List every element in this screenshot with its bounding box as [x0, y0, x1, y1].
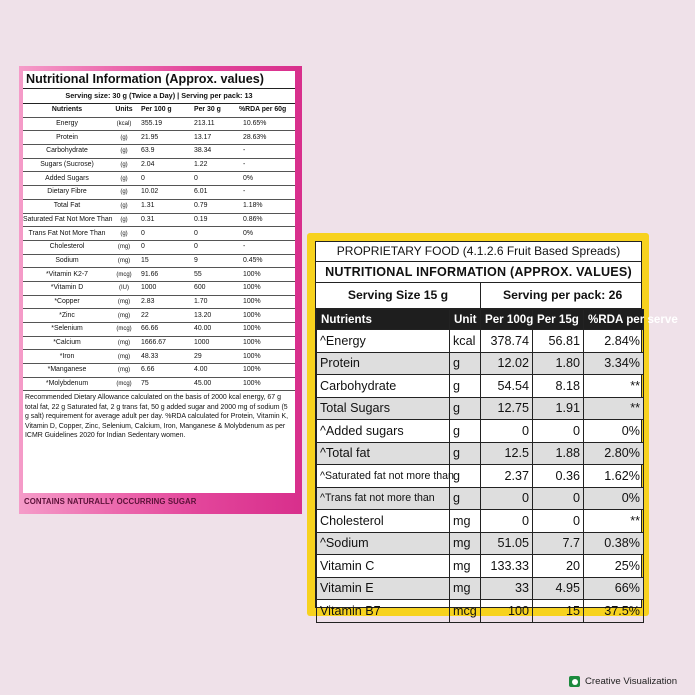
- left-cell-nutrient: *Iron: [23, 350, 111, 364]
- right-cell-unit: mg: [450, 555, 481, 578]
- left-table-row: [23, 295, 295, 309]
- right-table-row: [317, 577, 644, 600]
- left-cell-unit: (mg): [111, 309, 137, 323]
- right-cell-per15: 20: [533, 555, 584, 578]
- right-table-row: [317, 555, 644, 578]
- left-cell-per100: 2.04: [137, 158, 190, 172]
- left-table-row: [23, 309, 295, 323]
- right-cell-unit: mg: [450, 532, 481, 555]
- right-cell-per15: 0.36: [533, 465, 584, 488]
- right-cell-nutrient: ^Added sugars: [317, 420, 450, 443]
- right-table-row: [317, 600, 644, 623]
- left-cell-unit: (g): [111, 172, 137, 186]
- left-cell-rda: -: [235, 145, 295, 159]
- left-table-header-row: [23, 104, 295, 117]
- right-cell-nutrient: ^Trans fat not more than: [317, 487, 450, 510]
- left-cell-per100: 0: [137, 172, 190, 186]
- left-cell-per100: 91.66: [137, 268, 190, 282]
- left-table-row: [23, 364, 295, 378]
- left-cell-per100: 75: [137, 377, 190, 391]
- right-nutrition-label: [307, 233, 678, 618]
- left-table-row: [23, 117, 295, 131]
- watermark: [569, 676, 677, 687]
- right-cell-rda: 1.62%: [584, 465, 644, 488]
- right-cell-per100: 12.5: [481, 442, 533, 465]
- left-serving-info: Serving size: 30 g (Twice a Day) | Serving per pack: 13: [23, 89, 295, 104]
- left-cell-rda: 100%: [235, 336, 295, 350]
- left-cell-rda: 10.65%: [235, 117, 295, 131]
- right-cell-per15: 7.7: [533, 532, 584, 555]
- right-table-row: [317, 510, 644, 533]
- right-cell-rda: 0%: [584, 420, 644, 443]
- left-cell-rda: 100%: [235, 281, 295, 295]
- left-table-row: [23, 131, 295, 145]
- left-cell-nutrient: Added Sugars: [23, 172, 111, 186]
- proprietary-food-heading: PROPRIETARY FOOD (4.1.2.6 Fruit Based Spreads): [316, 242, 641, 262]
- right-table-row: [317, 532, 644, 555]
- left-cell-per30: 13.17: [190, 131, 235, 145]
- left-cell-per30: 0.19: [190, 213, 235, 227]
- right-cell-rda: 0.38%: [584, 532, 644, 555]
- left-cell-per30: 38.34: [190, 145, 235, 159]
- right-cell-per100: 0: [481, 420, 533, 443]
- left-cell-unit: (g): [111, 186, 137, 200]
- left-cell-per30: 9: [190, 254, 235, 268]
- left-cell-unit: (g): [111, 145, 137, 159]
- right-cell-per15: 0: [533, 487, 584, 510]
- left-cell-per100: 1666.67: [137, 336, 190, 350]
- left-cell-nutrient: Energy: [23, 117, 111, 131]
- left-cell-unit: (g): [111, 227, 137, 241]
- left-cell-unit: (mg): [111, 295, 137, 309]
- right-cell-per100: 51.05: [481, 532, 533, 555]
- left-table-row: [23, 145, 295, 159]
- right-cell-per100: 378.74: [481, 330, 533, 353]
- left-cell-nutrient: Saturated Fat Not More Than: [23, 213, 111, 227]
- right-cell-nutrient: Vitamin C: [317, 555, 450, 578]
- left-cell-per100: 15: [137, 254, 190, 268]
- right-cell-unit: g: [450, 375, 481, 398]
- left-table-row: [23, 172, 295, 186]
- watermark-text: Creative Visualization: [585, 676, 678, 687]
- right-label-body: [315, 241, 678, 618]
- left-cell-unit: (mcg): [111, 268, 137, 282]
- left-table-row: [23, 158, 295, 172]
- left-cell-per100: 48.33: [137, 350, 190, 364]
- left-cell-rda: 100%: [235, 350, 295, 364]
- left-cell-nutrient: Carbohydrate: [23, 145, 111, 159]
- left-cell-nutrient: *Zinc: [23, 309, 111, 323]
- left-cell-rda: -: [235, 240, 295, 254]
- right-cell-per100: 100: [481, 600, 533, 623]
- left-cell-unit: (IU): [111, 281, 137, 295]
- right-table-row: [317, 352, 644, 375]
- left-label-body: [23, 71, 295, 493]
- left-cell-nutrient: Dietary Fibre: [23, 186, 111, 200]
- right-cell-rda: 2.84%: [584, 330, 644, 353]
- left-cell-unit: (mg): [111, 240, 137, 254]
- right-table-row: [317, 330, 644, 353]
- left-cell-rda: 28.63%: [235, 131, 295, 145]
- right-table-row: [317, 397, 644, 420]
- left-cell-per30: 29: [190, 350, 235, 364]
- right-cell-rda: **: [584, 510, 644, 533]
- right-header-per100: Per 100g: [481, 310, 533, 330]
- serving-per-pack: Serving per pack: 26: [503, 288, 623, 302]
- right-table-row: [317, 420, 644, 443]
- left-cell-per30: 0: [190, 172, 235, 186]
- left-cell-rda: 100%: [235, 364, 295, 378]
- left-cell-per30: 6.01: [190, 186, 235, 200]
- contains-sugar-note: CONTAINS NATURALLY OCCURRING SUGAR: [24, 497, 197, 506]
- right-table-row: [317, 487, 644, 510]
- right-cell-unit: g: [450, 487, 481, 510]
- right-cell-nutrient: ^Total fat: [317, 442, 450, 465]
- right-header-unit: Unit: [450, 310, 481, 330]
- right-cell-nutrient: ^Energy: [317, 330, 450, 353]
- left-cell-nutrient: Sugars (Sucrose): [23, 158, 111, 172]
- left-cell-unit: (mcg): [111, 377, 137, 391]
- left-cell-per100: 6.66: [137, 364, 190, 378]
- left-cell-rda: 100%: [235, 309, 295, 323]
- right-cell-unit: g: [450, 397, 481, 420]
- left-cell-per30: 600: [190, 281, 235, 295]
- left-cell-rda: 0.45%: [235, 254, 295, 268]
- left-cell-unit: (g): [111, 199, 137, 213]
- right-cell-per15: 15: [533, 600, 584, 623]
- left-cell-per30: 4.00: [190, 364, 235, 378]
- left-cell-rda: 100%: [235, 377, 295, 391]
- left-cell-per100: 63.9: [137, 145, 190, 159]
- left-cell-nutrient: Sodium: [23, 254, 111, 268]
- right-cell-unit: g: [450, 352, 481, 375]
- left-cell-nutrient: Trans Fat Not More Than: [23, 227, 111, 241]
- left-cell-unit: (mg): [111, 336, 137, 350]
- left-table-row: [23, 377, 295, 391]
- left-cell-rda: 0%: [235, 227, 295, 241]
- right-cell-nutrient: ^Sodium: [317, 532, 450, 555]
- left-table-row: [23, 336, 295, 350]
- left-cell-nutrient: Protein: [23, 131, 111, 145]
- left-table-row: [23, 227, 295, 241]
- left-cell-nutrient: *Selenium: [23, 323, 111, 337]
- left-cell-per100: 355.19: [137, 117, 190, 131]
- left-cell-per30: 1000: [190, 336, 235, 350]
- left-cell-per100: 2.83: [137, 295, 190, 309]
- left-cell-per100: 0: [137, 240, 190, 254]
- left-cell-per100: 0: [137, 227, 190, 241]
- right-cell-nutrient: Vitamin B7: [317, 600, 450, 623]
- right-cell-nutrient: ^Saturated fat not more than: [317, 465, 450, 488]
- right-table-row: [317, 465, 644, 488]
- left-cell-rda: 1.18%: [235, 199, 295, 213]
- left-header-rda: %RDA per 60g: [235, 104, 295, 117]
- left-cell-unit: (mg): [111, 364, 137, 378]
- right-table-header-row: [317, 310, 644, 330]
- right-cell-nutrient: Total Sugars: [317, 397, 450, 420]
- right-table-body: [317, 330, 644, 623]
- left-cell-per30: 1.22: [190, 158, 235, 172]
- right-cell-unit: mcg: [450, 600, 481, 623]
- right-cell-per15: 56.81: [533, 330, 584, 353]
- right-cell-per100: 0: [481, 487, 533, 510]
- left-cell-unit: (g): [111, 131, 137, 145]
- right-table-row: [317, 442, 644, 465]
- left-cell-per30: 213.11: [190, 117, 235, 131]
- left-header-nutrients: Nutrients: [23, 104, 111, 117]
- right-header-per15: Per 15g: [533, 310, 584, 330]
- left-cell-rda: 100%: [235, 323, 295, 337]
- right-cell-nutrient: Cholesterol: [317, 510, 450, 533]
- left-cell-per100: 66.66: [137, 323, 190, 337]
- left-cell-per100: 21.95: [137, 131, 190, 145]
- serving-size: Serving Size 15 g: [316, 283, 481, 308]
- left-cell-rda: -: [235, 186, 295, 200]
- left-cell-unit: (g): [111, 213, 137, 227]
- right-header-nutrients: Nutrients: [317, 310, 450, 330]
- right-cell-per15: 1.91: [533, 397, 584, 420]
- left-header-per100: Per 100 g: [137, 104, 190, 117]
- right-cell-rda: 2.80%: [584, 442, 644, 465]
- left-table-row: [23, 323, 295, 337]
- right-header-rda: %RDA per serve: [584, 310, 644, 330]
- left-cell-rda: -: [235, 158, 295, 172]
- left-cell-per100: 22: [137, 309, 190, 323]
- left-cell-per100: 10.02: [137, 186, 190, 200]
- left-table-row: [23, 186, 295, 200]
- creative-visualization-logo-icon: [569, 676, 580, 687]
- left-table-row: [23, 213, 295, 227]
- left-nutrition-label: [19, 66, 302, 514]
- right-cell-nutrient: Carbohydrate: [317, 375, 450, 398]
- left-cell-nutrient: *Vitamin K2-7: [23, 268, 111, 282]
- left-cell-nutrient: *Manganese: [23, 364, 111, 378]
- right-table-row: [317, 375, 644, 398]
- left-table-row: [23, 281, 295, 295]
- left-cell-per30: 55: [190, 268, 235, 282]
- right-cell-unit: mg: [450, 510, 481, 533]
- left-cell-nutrient: *Calcium: [23, 336, 111, 350]
- left-table-body: [23, 117, 295, 391]
- left-label-title: Nutritional Information (Approx. values): [23, 71, 295, 89]
- right-cell-rda: 0%: [584, 487, 644, 510]
- right-cell-unit: g: [450, 465, 481, 488]
- left-cell-rda: 0%: [235, 172, 295, 186]
- left-nutrition-table: [23, 104, 295, 391]
- right-cell-rda: 66%: [584, 577, 644, 600]
- left-cell-per100: 0.31: [137, 213, 190, 227]
- right-cell-rda: **: [584, 397, 644, 420]
- right-cell-per100: 33: [481, 577, 533, 600]
- left-cell-nutrient: *Molybdenum: [23, 377, 111, 391]
- left-cell-nutrient: Cholesterol: [23, 240, 111, 254]
- left-cell-unit: (mg): [111, 350, 137, 364]
- left-cell-unit: (kcal): [111, 117, 137, 131]
- left-table-row: [23, 254, 295, 268]
- right-cell-nutrient: Vitamin E: [317, 577, 450, 600]
- right-cell-per100: 12.75: [481, 397, 533, 420]
- left-cell-per30: 1.70: [190, 295, 235, 309]
- right-cell-per15: 8.18: [533, 375, 584, 398]
- right-cell-per100: 0: [481, 510, 533, 533]
- right-cell-per100: 2.37: [481, 465, 533, 488]
- left-cell-per30: 0: [190, 227, 235, 241]
- right-cell-rda: 37.5%: [584, 600, 644, 623]
- left-cell-per30: 40.00: [190, 323, 235, 337]
- left-table-row: [23, 268, 295, 282]
- left-cell-per100: 1000: [137, 281, 190, 295]
- right-cell-per15: 1.88: [533, 442, 584, 465]
- left-cell-per30: 45.00: [190, 377, 235, 391]
- right-serving-row: [316, 283, 641, 309]
- left-cell-unit: (g): [111, 158, 137, 172]
- left-cell-unit: (mg): [111, 254, 137, 268]
- right-cell-rda: **: [584, 375, 644, 398]
- left-cell-per30: 0: [190, 240, 235, 254]
- left-cell-nutrient: *Vitamin D: [23, 281, 111, 295]
- left-cell-rda: 100%: [235, 295, 295, 309]
- right-cell-per100: 12.02: [481, 352, 533, 375]
- right-cell-rda: 25%: [584, 555, 644, 578]
- right-nutrition-table: [316, 309, 678, 623]
- right-cell-per15: 1.80: [533, 352, 584, 375]
- right-cell-per15: 0: [533, 510, 584, 533]
- right-cell-per15: 4.95: [533, 577, 584, 600]
- right-cell-per100: 54.54: [481, 375, 533, 398]
- left-cell-rda: 100%: [235, 268, 295, 282]
- right-cell-unit: mg: [450, 577, 481, 600]
- left-cell-nutrient: *Copper: [23, 295, 111, 309]
- right-cell-per100: 133.33: [481, 555, 533, 578]
- left-cell-per30: 0.79: [190, 199, 235, 213]
- left-header-per30: Per 30 g: [190, 104, 235, 117]
- left-table-row: [23, 240, 295, 254]
- left-table-row: [23, 199, 295, 213]
- right-cell-unit: g: [450, 442, 481, 465]
- left-cell-rda: 0.86%: [235, 213, 295, 227]
- left-header-units: Units: [111, 104, 137, 117]
- left-cell-per30: 13.20: [190, 309, 235, 323]
- left-cell-nutrient: Total Fat: [23, 199, 111, 213]
- left-table-row: [23, 350, 295, 364]
- left-cell-per100: 1.31: [137, 199, 190, 213]
- right-cell-nutrient: Protein: [317, 352, 450, 375]
- right-cell-unit: g: [450, 420, 481, 443]
- right-cell-per15: 0: [533, 420, 584, 443]
- left-rda-footnote: Recommended Dietary Allowance calculated on the basis of 2000 kcal energy, 67 g total fat, 22 g Saturated fat, 2 g trans fat, 50 g added sugar and 2000 mg of sodium (5 g salt) requirement for average adult per day. %RDA calculated for Protein, Vitamin K, Vitamin D, Copper, Zinc, Selenium, Calcium, Iron, Manganese & Molybdenum as per ICMR Guidelines 2020 for Indian Sedentary women.: [25, 394, 289, 440]
- right-cell-unit: kcal: [450, 330, 481, 353]
- right-label-title: NUTRITIONAL INFORMATION (APPROX. VALUES): [316, 262, 641, 283]
- left-cell-unit: (mcg): [111, 323, 137, 337]
- right-cell-rda: 3.34%: [584, 352, 644, 375]
